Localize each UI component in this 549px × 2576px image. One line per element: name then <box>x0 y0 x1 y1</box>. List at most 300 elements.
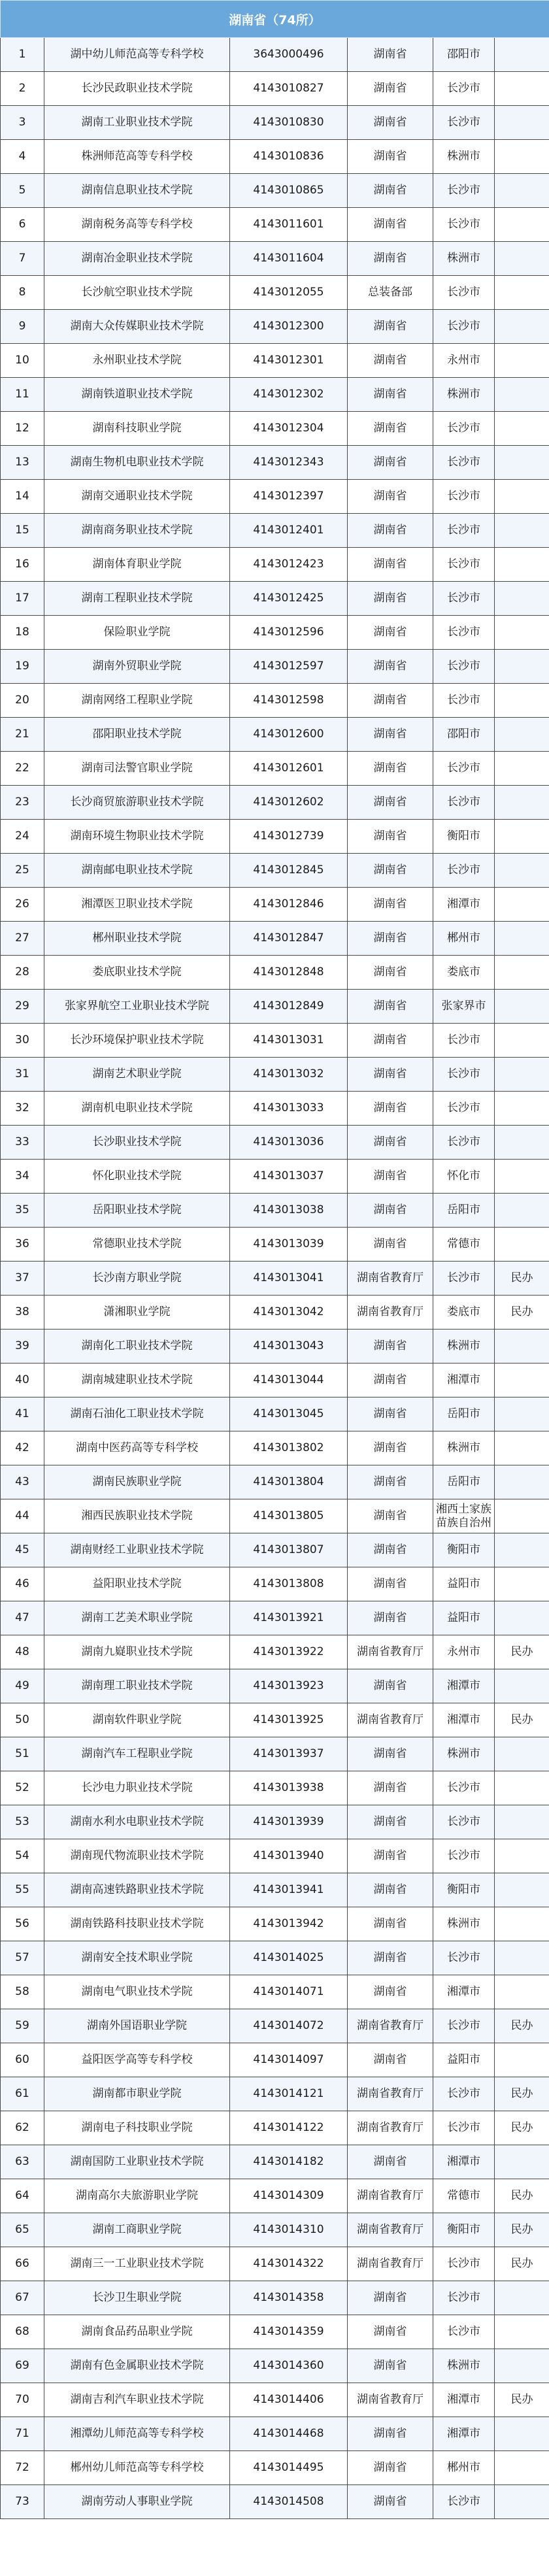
row-number-cell: 14 <box>1 480 44 514</box>
row-number-cell: 60 <box>1 2043 44 2077</box>
school-code-cell: 4143012401 <box>230 514 348 548</box>
school-name-cell: 郴州幼儿师范高等专科学校 <box>44 2451 230 2485</box>
authority-cell: 湖南省 <box>348 38 433 72</box>
row-number-cell: 44 <box>1 1499 44 1533</box>
school-name-cell: 湘潭幼儿师范高等专科学校 <box>44 2417 230 2451</box>
remark-cell <box>495 1024 549 1058</box>
authority-cell: 湖南省教育厅 <box>348 1296 433 1330</box>
row-number-cell: 58 <box>1 1975 44 2009</box>
school-name-cell: 湖南邮电职业技术学院 <box>44 854 230 888</box>
school-name-cell: 湖南安全技术职业学院 <box>44 1941 230 1975</box>
school-code-cell: 4143014309 <box>230 2179 348 2213</box>
table-row <box>1 2111 549 2145</box>
school-code-cell: 4143014360 <box>230 2349 348 2383</box>
city-cell: 长沙市 <box>433 1092 495 1126</box>
school-name-cell: 娄底职业技术学院 <box>44 956 230 990</box>
row-number-cell: 37 <box>1 1262 44 1296</box>
remark-cell <box>495 1601 549 1635</box>
remark-cell <box>495 582 549 616</box>
remark-cell <box>495 344 549 378</box>
school-code-cell: 4143014358 <box>230 2281 348 2315</box>
table-row <box>1 276 549 310</box>
table-body <box>1 38 549 2519</box>
row-number-cell: 70 <box>1 2383 44 2417</box>
school-code-cell: 4143013038 <box>230 1194 348 1228</box>
table-row <box>1 2145 549 2179</box>
remark-cell <box>495 208 549 242</box>
city-cell: 岳阳市 <box>433 1194 495 1228</box>
table-row <box>1 956 549 990</box>
table-row <box>1 1975 549 2009</box>
school-name-cell: 湖南工业职业技术学院 <box>44 106 230 140</box>
table-row <box>1 1533 549 1567</box>
school-code-cell: 4143014468 <box>230 2417 348 2451</box>
school-name-cell: 湖南生物机电职业技术学院 <box>44 446 230 480</box>
city-cell: 湘潭市 <box>433 1975 495 2009</box>
authority-cell: 湖南省 <box>348 1737 433 1771</box>
school-name-cell: 湖南网络工程职业学院 <box>44 684 230 718</box>
authority-cell: 湖南省教育厅 <box>348 2111 433 2145</box>
authority-cell: 湖南省 <box>348 2043 433 2077</box>
authority-cell: 湖南省教育厅 <box>348 2009 433 2043</box>
school-name-cell: 湖南大众传媒职业技术学院 <box>44 310 230 344</box>
school-code-cell: 4143013941 <box>230 1873 348 1907</box>
school-name-cell: 保险职业学院 <box>44 616 230 650</box>
row-number-cell: 46 <box>1 1567 44 1601</box>
school-name-cell: 湖南三一工业职业技术学院 <box>44 2247 230 2281</box>
table-row <box>1 1499 549 1533</box>
row-number-cell: 39 <box>1 1330 44 1363</box>
school-name-cell: 湖南外贸职业学院 <box>44 650 230 684</box>
remark-cell <box>495 412 549 446</box>
city-cell: 长沙市 <box>433 208 495 242</box>
city-cell: 衡阳市 <box>433 1533 495 1567</box>
city-cell: 长沙市 <box>433 480 495 514</box>
authority-cell: 湖南省 <box>348 1669 433 1703</box>
table-row <box>1 1635 549 1669</box>
row-number-cell: 10 <box>1 344 44 378</box>
remark-cell <box>495 446 549 480</box>
authority-cell: 湖南省 <box>348 990 433 1024</box>
table-row <box>1 1092 549 1126</box>
row-number-cell: 52 <box>1 1771 44 1805</box>
row-number-cell: 48 <box>1 1635 44 1669</box>
remark-cell <box>495 1092 549 1126</box>
authority-cell: 湖南省 <box>348 1126 433 1160</box>
authority-cell: 湖南省 <box>348 684 433 718</box>
remark-cell <box>495 1465 549 1499</box>
school-code-cell: 4143013805 <box>230 1499 348 1533</box>
school-name-cell: 湖南科技职业学院 <box>44 412 230 446</box>
school-code-cell: 4143013942 <box>230 1907 348 1941</box>
remark-cell <box>495 38 549 72</box>
school-code-cell: 4143012300 <box>230 310 348 344</box>
remark-cell <box>495 1771 549 1805</box>
row-number-cell: 31 <box>1 1058 44 1092</box>
remark-cell <box>495 140 549 174</box>
table-row <box>1 344 549 378</box>
table-row <box>1 1601 549 1635</box>
city-cell: 长沙市 <box>433 650 495 684</box>
school-code-cell: 4143011604 <box>230 242 348 276</box>
row-number-cell: 54 <box>1 1839 44 1873</box>
school-code-cell: 4143010865 <box>230 174 348 208</box>
row-number-cell: 27 <box>1 922 44 956</box>
remark-cell <box>495 1431 549 1465</box>
city-cell: 长沙市 <box>433 2281 495 2315</box>
row-number-cell: 61 <box>1 2077 44 2111</box>
row-number-cell: 34 <box>1 1160 44 1194</box>
table-row <box>1 2247 549 2281</box>
school-code-cell: 4143012845 <box>230 854 348 888</box>
table-row <box>1 548 549 582</box>
school-code-cell: 4143012847 <box>230 922 348 956</box>
authority-cell: 湖南省 <box>348 2417 433 2451</box>
remark-cell: 民办 <box>495 1262 549 1296</box>
table-row <box>1 2043 549 2077</box>
school-code-cell: 4143014072 <box>230 2009 348 2043</box>
authority-cell: 湖南省 <box>348 2451 433 2485</box>
city-cell: 株洲市 <box>433 378 495 412</box>
city-cell: 长沙市 <box>433 2247 495 2281</box>
city-cell: 长沙市 <box>433 276 495 310</box>
row-number-cell: 19 <box>1 650 44 684</box>
row-number-cell: 3 <box>1 106 44 140</box>
authority-cell: 湖南省 <box>348 1397 433 1431</box>
table-row <box>1 1330 549 1363</box>
table-row <box>1 2281 549 2315</box>
school-code-cell: 4143013037 <box>230 1160 348 1194</box>
authority-cell: 湖南省 <box>348 888 433 922</box>
row-number-cell: 71 <box>1 2417 44 2451</box>
row-number-cell: 32 <box>1 1092 44 1126</box>
table-row <box>1 480 549 514</box>
school-code-cell: 4143013802 <box>230 1431 348 1465</box>
school-name-cell: 湖南工程职业技术学院 <box>44 582 230 616</box>
row-number-cell: 64 <box>1 2179 44 2213</box>
remark-cell: 民办 <box>495 2009 549 2043</box>
authority-cell: 湖南省 <box>348 1975 433 2009</box>
school-name-cell: 湖南电气职业技术学院 <box>44 1975 230 2009</box>
school-name-cell: 湖南国防工业职业技术学院 <box>44 2145 230 2179</box>
city-cell: 长沙市 <box>433 854 495 888</box>
remark-cell <box>495 2043 549 2077</box>
school-name-cell: 湖南水利水电职业技术学院 <box>44 1805 230 1839</box>
city-cell: 株洲市 <box>433 1907 495 1941</box>
remark-cell <box>495 1160 549 1194</box>
remark-cell <box>495 242 549 276</box>
remark-cell <box>495 650 549 684</box>
school-name-cell: 湖南化工职业技术学院 <box>44 1330 230 1363</box>
school-name-cell: 湖南吉利汽车职业技术学院 <box>44 2383 230 2417</box>
school-code-cell: 4143014121 <box>230 2077 348 2111</box>
remark-cell <box>495 1194 549 1228</box>
row-number-cell: 6 <box>1 208 44 242</box>
row-number-cell: 26 <box>1 888 44 922</box>
school-name-cell: 湖南劳动人事职业学院 <box>44 2485 230 2519</box>
remark-cell <box>495 1975 549 2009</box>
remark-cell: 民办 <box>495 2383 549 2417</box>
school-code-cell: 4143012343 <box>230 446 348 480</box>
school-code-cell: 4143013031 <box>230 1024 348 1058</box>
city-cell: 株洲市 <box>433 242 495 276</box>
authority-cell: 湖南省 <box>348 820 433 854</box>
table-title: 湖南省（74所） <box>1 1 549 38</box>
school-name-cell: 湖南冶金职业技术学院 <box>44 242 230 276</box>
table-row <box>1 582 549 616</box>
authority-cell: 湖南省 <box>348 1907 433 1941</box>
city-cell: 长沙市 <box>433 752 495 786</box>
school-code-cell: 4143013937 <box>230 1737 348 1771</box>
table-row <box>1 1873 549 1907</box>
authority-cell: 湖南省 <box>348 582 433 616</box>
authority-cell: 湖南省 <box>348 752 433 786</box>
city-cell: 衡阳市 <box>433 2213 495 2247</box>
table-row <box>1 72 549 106</box>
row-number-cell: 21 <box>1 718 44 752</box>
school-code-cell: 4143012600 <box>230 718 348 752</box>
school-code-cell: 4143010830 <box>230 106 348 140</box>
row-number-cell: 22 <box>1 752 44 786</box>
city-cell: 长沙市 <box>433 1839 495 1873</box>
school-code-cell: 4143014508 <box>230 2485 348 2519</box>
city-cell: 怀化市 <box>433 1160 495 1194</box>
city-cell: 株洲市 <box>433 1737 495 1771</box>
city-cell: 长沙市 <box>433 1805 495 1839</box>
authority-cell: 湖南省 <box>348 1499 433 1533</box>
school-code-cell: 4143010836 <box>230 140 348 174</box>
remark-cell <box>495 888 549 922</box>
city-cell: 益阳市 <box>433 1567 495 1601</box>
city-cell: 湘潭市 <box>433 1363 495 1397</box>
row-number-cell: 30 <box>1 1024 44 1058</box>
remark-cell <box>495 990 549 1024</box>
table-row <box>1 888 549 922</box>
authority-cell: 湖南省 <box>348 650 433 684</box>
remark-cell <box>495 752 549 786</box>
authority-cell: 湖南省 <box>348 1941 433 1975</box>
remark-cell <box>495 820 549 854</box>
authority-cell: 湖南省教育厅 <box>348 2247 433 2281</box>
authority-cell: 湖南省 <box>348 1533 433 1567</box>
city-cell: 郴州市 <box>433 2451 495 2485</box>
authority-cell: 湖南省 <box>348 548 433 582</box>
city-cell: 娄底市 <box>433 956 495 990</box>
school-code-cell: 4143014406 <box>230 2383 348 2417</box>
authority-cell: 湖南省 <box>348 2349 433 2383</box>
school-code-cell: 4143013922 <box>230 1635 348 1669</box>
remark-cell: 民办 <box>495 2179 549 2213</box>
school-name-cell: 湖南理工职业技术学院 <box>44 1669 230 1703</box>
row-number-cell: 7 <box>1 242 44 276</box>
table-row <box>1 1160 549 1194</box>
school-code-cell: 4143013807 <box>230 1533 348 1567</box>
city-cell: 长沙市 <box>433 2485 495 2519</box>
remark-cell <box>495 310 549 344</box>
table-row <box>1 616 549 650</box>
row-number-cell: 12 <box>1 412 44 446</box>
school-name-cell: 怀化职业技术学院 <box>44 1160 230 1194</box>
table-row <box>1 2417 549 2451</box>
school-name-cell: 湖南都市职业学院 <box>44 2077 230 2111</box>
row-number-cell: 25 <box>1 854 44 888</box>
row-number-cell: 23 <box>1 786 44 820</box>
school-name-cell: 湖南高速铁路职业技术学院 <box>44 1873 230 1907</box>
row-number-cell: 15 <box>1 514 44 548</box>
school-name-cell: 湖南司法警官职业学院 <box>44 752 230 786</box>
remark-cell: 民办 <box>495 1635 549 1669</box>
row-number-cell: 67 <box>1 2281 44 2315</box>
city-cell: 株洲市 <box>433 1330 495 1363</box>
city-cell: 湘潭市 <box>433 1703 495 1737</box>
city-cell: 长沙市 <box>433 1058 495 1092</box>
authority-cell: 湖南省 <box>348 242 433 276</box>
authority-cell: 湖南省 <box>348 1194 433 1228</box>
school-code-cell: 4143012739 <box>230 820 348 854</box>
school-name-cell: 湖南工艺美术职业学院 <box>44 1601 230 1635</box>
school-code-cell: 4143014182 <box>230 2145 348 2179</box>
remark-cell <box>495 1805 549 1839</box>
row-number-cell: 57 <box>1 1941 44 1975</box>
authority-cell: 总装备部 <box>348 276 433 310</box>
table-row <box>1 1194 549 1228</box>
school-name-cell: 湖南城建职业技术学院 <box>44 1363 230 1397</box>
school-code-cell: 4143013940 <box>230 1839 348 1873</box>
authority-cell: 湖南省 <box>348 2485 433 2519</box>
table-row <box>1 684 549 718</box>
remark-cell <box>495 276 549 310</box>
city-cell: 长沙市 <box>433 2009 495 2043</box>
authority-cell: 湖南省教育厅 <box>348 2213 433 2247</box>
authority-cell: 湖南省 <box>348 1160 433 1194</box>
remark-cell: 民办 <box>495 2213 549 2247</box>
school-name-cell: 益阳职业技术学院 <box>44 1567 230 1601</box>
school-code-cell: 4143013044 <box>230 1363 348 1397</box>
authority-cell: 湖南省 <box>348 480 433 514</box>
authority-cell: 湖南省 <box>348 2281 433 2315</box>
authority-cell: 湖南省 <box>348 1024 433 1058</box>
remark-cell <box>495 1873 549 1907</box>
city-cell: 长沙市 <box>433 684 495 718</box>
remark-cell <box>495 2349 549 2383</box>
city-cell: 湘潭市 <box>433 888 495 922</box>
remark-cell <box>495 1907 549 1941</box>
authority-cell: 湖南省 <box>348 174 433 208</box>
school-name-cell: 湘西民族职业技术学院 <box>44 1499 230 1533</box>
table-row <box>1 1805 549 1839</box>
row-number-cell: 5 <box>1 174 44 208</box>
remark-cell <box>495 2417 549 2451</box>
school-code-cell: 4143014025 <box>230 1941 348 1975</box>
city-cell: 长沙市 <box>433 616 495 650</box>
school-code-cell: 4143013939 <box>230 1805 348 1839</box>
table-row <box>1 140 549 174</box>
remark-cell <box>495 1839 549 1873</box>
table-row <box>1 786 549 820</box>
school-name-cell: 湖南铁路科技职业技术学院 <box>44 1907 230 1941</box>
school-name-cell: 湖南体育职业学院 <box>44 548 230 582</box>
row-number-cell: 63 <box>1 2145 44 2179</box>
school-name-cell: 湖南铁道职业技术学院 <box>44 378 230 412</box>
table-row <box>1 1465 549 1499</box>
table-row <box>1 1296 549 1330</box>
city-cell: 长沙市 <box>433 310 495 344</box>
table-row <box>1 1737 549 1771</box>
school-code-cell: 4143010827 <box>230 72 348 106</box>
city-cell: 湘潭市 <box>433 2145 495 2179</box>
row-number-cell: 20 <box>1 684 44 718</box>
city-cell: 长沙市 <box>433 2077 495 2111</box>
remark-cell <box>495 1397 549 1431</box>
authority-cell: 湖南省 <box>348 718 433 752</box>
table-row <box>1 854 549 888</box>
school-code-cell: 4143014322 <box>230 2247 348 2281</box>
school-name-cell: 湖南财经工业职业技术学院 <box>44 1533 230 1567</box>
school-code-cell: 4143013804 <box>230 1465 348 1499</box>
city-cell: 长沙市 <box>433 548 495 582</box>
school-code-cell: 4143011601 <box>230 208 348 242</box>
city-cell: 衡阳市 <box>433 1873 495 1907</box>
table-row <box>1 2485 549 2519</box>
row-number-cell: 68 <box>1 2315 44 2349</box>
school-code-cell: 4143013041 <box>230 1262 348 1296</box>
authority-cell: 湖南省 <box>348 2145 433 2179</box>
remark-cell <box>495 548 549 582</box>
table-row <box>1 1907 549 1941</box>
table-row <box>1 1839 549 1873</box>
city-cell: 邵阳市 <box>433 718 495 752</box>
city-cell: 长沙市 <box>433 106 495 140</box>
row-number-cell: 13 <box>1 446 44 480</box>
city-cell: 湘潭市 <box>433 2383 495 2417</box>
school-name-cell: 长沙商贸旅游职业技术学院 <box>44 786 230 820</box>
school-name-cell: 湖南食品药品职业学院 <box>44 2315 230 2349</box>
remark-cell: 民办 <box>495 1703 549 1737</box>
school-name-cell: 湖南现代物流职业技术学院 <box>44 1839 230 1873</box>
row-number-cell: 16 <box>1 548 44 582</box>
authority-cell: 湖南省 <box>348 854 433 888</box>
table-row <box>1 412 549 446</box>
city-cell: 长沙市 <box>433 1941 495 1975</box>
remark-cell <box>495 514 549 548</box>
school-code-cell: 4143012055 <box>230 276 348 310</box>
row-number-cell: 1 <box>1 38 44 72</box>
city-cell: 郴州市 <box>433 922 495 956</box>
school-code-cell: 4143013036 <box>230 1126 348 1160</box>
row-number-cell: 24 <box>1 820 44 854</box>
city-cell: 岳阳市 <box>433 1397 495 1431</box>
authority-cell: 湖南省 <box>348 514 433 548</box>
row-number-cell: 49 <box>1 1669 44 1703</box>
table-header-row <box>1 1 549 38</box>
city-cell: 长沙市 <box>433 2315 495 2349</box>
remark-cell: 民办 <box>495 2247 549 2281</box>
table-row <box>1 1567 549 1601</box>
authority-cell: 湖南省教育厅 <box>348 1703 433 1737</box>
row-number-cell: 53 <box>1 1805 44 1839</box>
table-row <box>1 2451 549 2485</box>
remark-cell <box>495 1228 549 1262</box>
remark-cell <box>495 2451 549 2485</box>
city-cell: 长沙市 <box>433 1262 495 1296</box>
authority-cell: 湖南省 <box>348 1601 433 1635</box>
school-name-cell: 长沙航空职业技术学院 <box>44 276 230 310</box>
school-name-cell: 郴州职业技术学院 <box>44 922 230 956</box>
school-code-cell: 4143014122 <box>230 2111 348 2145</box>
table-row <box>1 990 549 1024</box>
authority-cell: 湖南省 <box>348 1805 433 1839</box>
remark-cell <box>495 2485 549 2519</box>
